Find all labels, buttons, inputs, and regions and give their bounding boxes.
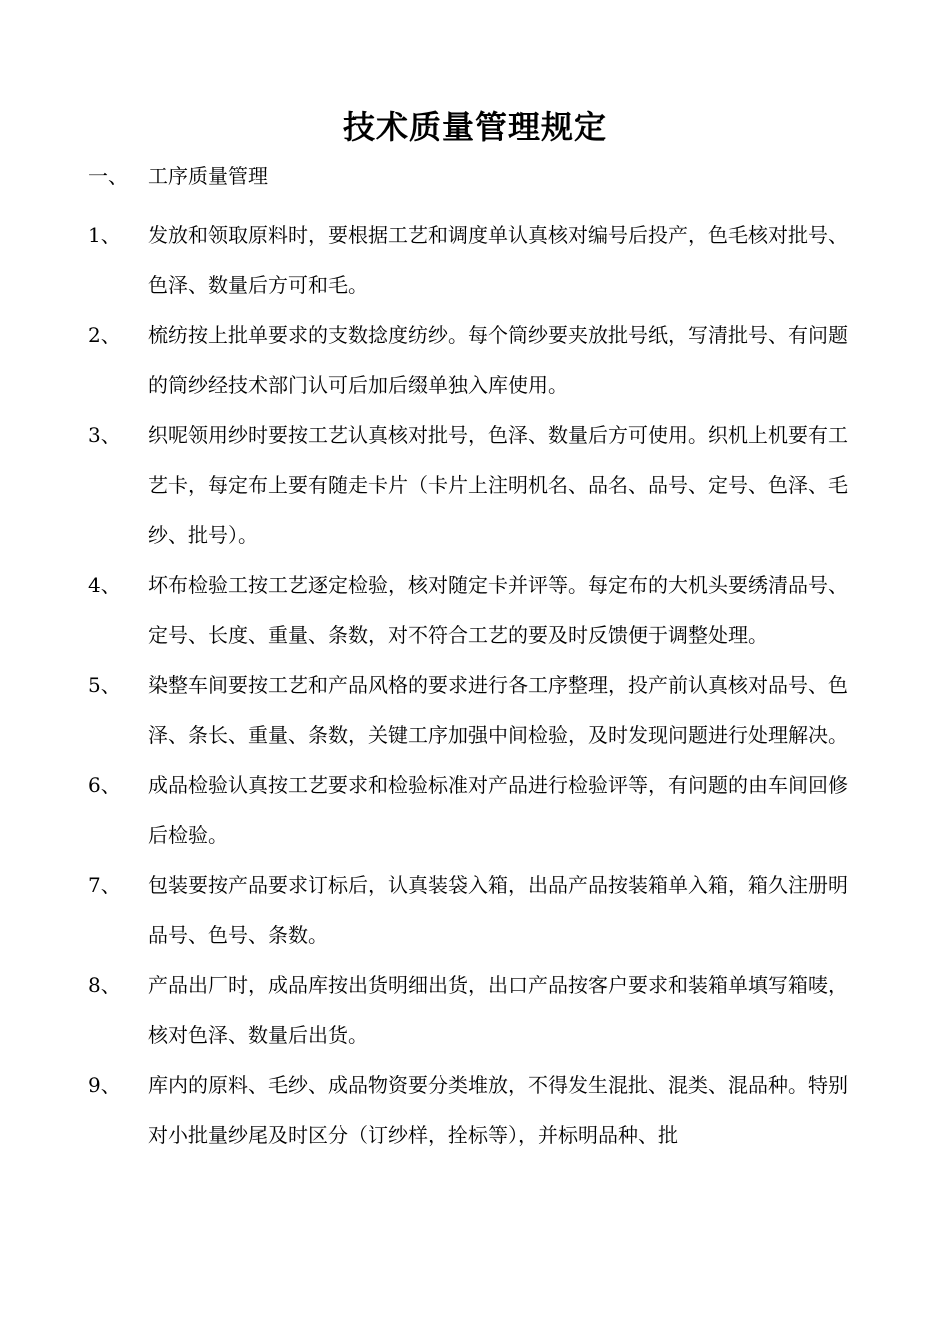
rule-item-5 (88, 660, 878, 760)
rule-number: 9、 (88, 1073, 121, 1097)
document-title: 技术质量管理规定 (342, 108, 607, 146)
rule-item-4 (88, 560, 878, 660)
rule-text: 织呢领用纱时要按工艺认真核对批号，色泽、数量后方可使用。织机上机要有工艺卡，每定布上要有随走卡片（卡片上注明机名、品名、品号、定号、色泽、毛纱、批号）。 (148, 423, 848, 547)
rule-number: 5、 (88, 673, 121, 697)
rule-text: 发放和领取原料时，要根据工艺和调度单认真核对编号后投产，色毛核对批号、色泽、数量后方可和毛。 (148, 223, 848, 297)
rule-number: 3、 (88, 423, 121, 447)
rule-number: 2、 (88, 323, 121, 347)
rule-number: 1、 (88, 223, 121, 247)
rule-list (88, 210, 878, 1160)
rule-number: 7、 (88, 873, 121, 897)
rule-text: 坏布检验工按工艺逐定检验，核对随定卡并评等。每定布的大机头要绣清品号、定号、长度、重量、条数，对不符合工艺的要及时反馈便于调整处理。 (148, 573, 848, 647)
rule-number: 4、 (88, 573, 121, 597)
rule-item-9 (88, 1060, 878, 1160)
rule-text: 库内的原料、毛纱、成品物资要分类堆放，不得发生混批、混类、混品种。特别对小批量纱尾及时区分（订纱样，拴标等），并标明品种、批 (148, 1073, 848, 1147)
rule-item-6 (88, 760, 878, 860)
rule-number: 6、 (88, 773, 121, 797)
rule-text: 包装要按产品要求订标后，认真装袋入箱，出品产品按装箱单入箱，箱久注册明品号、色号、条数。 (148, 873, 848, 947)
rule-text: 梳纺按上批单要求的支数捻度纺纱。每个筒纱要夹放批号纸，写清批号、有问题的筒纱经技术部门认可后加后缀单独入库使用。 (148, 323, 848, 397)
section-heading-text: 工序质量管理 (148, 164, 268, 188)
rule-number: 8、 (88, 973, 121, 997)
rule-item-3 (88, 410, 878, 560)
rule-item-7 (88, 860, 878, 960)
rule-item-2 (88, 310, 878, 410)
rule-item-8 (88, 960, 878, 1060)
rule-text: 染整车间要按工艺和产品风格的要求进行各工序整理，投产前认真核对品号、色泽、条长、重量、条数，关键工序加强中间检验，及时发现问题进行处理解决。 (148, 673, 848, 747)
rule-item-1 (88, 210, 878, 310)
rule-text: 产品出厂时，成品库按出货明细出货，出口产品按客户要求和装箱单填写箱唛，核对色泽、数量后出货。 (148, 973, 848, 1047)
section-marker: 一、 (88, 164, 128, 188)
rule-text: 成品检验认真按工艺要求和检验标准对产品进行检验评等，有问题的由车间回修后检验。 (148, 773, 848, 847)
